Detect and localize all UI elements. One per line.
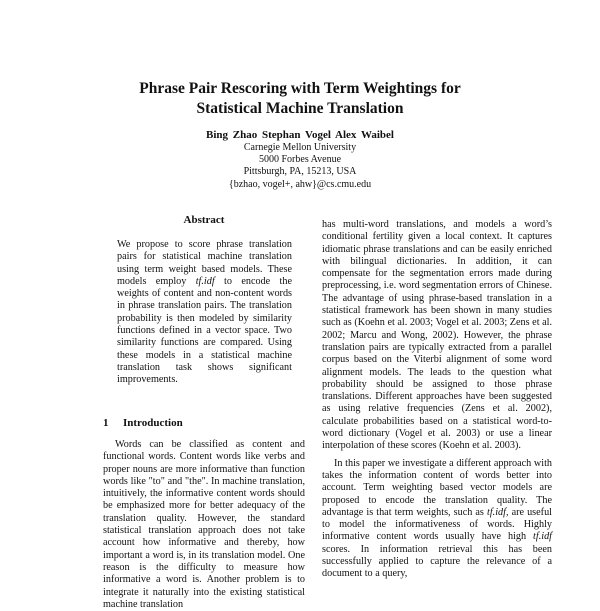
abstract-text-part-1: We propose to score phrase translation pairs for statistical machine translation using term weight based models. These models employ bbox=[117, 239, 292, 287]
paragraph-2-part-2: are useful to model the informativeness of words. Highly informative content words usually have high bbox=[322, 506, 552, 543]
section-number: 1 bbox=[103, 417, 109, 429]
abstract-text-part-2: to encode the weights of content and non-content words in phrase translation pairs. The translation probability is then modeled by similarity functions defined in a vector space. Two similarity functions are compared. Using these models in a statistical machine translation task shows significant improvements. bbox=[117, 275, 292, 386]
paragraph-2-italic-1: tf.idf, bbox=[486, 506, 509, 518]
right-column-paragraph-1: has multi-word translations, and models a word’s conditional fertility given a local context. It captures idiomatic phrase translations and can be easily enriched with bilingual dictionaries. In addition, it can compensate for the segmentation errors made during preprocessing, i.e. word segmentation errors of Chinese. The advantage of using phrase-based translation in a statistical framework has been shown in many studies such as (Koehn et al. 2003; Vogel et al. 2003; Zens et al. 2002; Marcu and Wong, 2002). However, the phrase translation pairs are typically extracted from a parallel corpus based on the Viterbi alignment of some word alignment models. The leads to the question what probability should be assigned to those phrase translations. Different approaches have been suggested as using relative frequencies (Zens et al. 2002), calculate probabilities based on a statistical word-to-word dictionary (Vogel et al. 2003) or use a linear interpolation of these scores (Koehn et al. 2003). bbox=[322, 219, 552, 452]
introduction-paragraph-1: Words can be classified as content and functional words. Content words like verbs and proper nouns are more informative than function words like "to" and "the". In machine translation, intuitively, the informative content words should be emphasized more for better adequacy of the translation quality. However, the standard statistical translation approach does not take account how informative and thereby, how important a word is, in its translation model. One reason is the difficulty to measure how informative a word is. Another problem is to integrate it naturally into the existing statistical machine translation bbox=[103, 439, 305, 610]
paragraph-2-part-3: scores. In information retrieval this has been successfully applied to capture the relevance of a document to a query, bbox=[322, 543, 552, 580]
right-column-text bbox=[322, 219, 552, 581]
section-heading-introduction bbox=[103, 417, 305, 430]
author-emails: {bzhao, vogel+, ahw}@cs.cmu.edu bbox=[228, 178, 372, 190]
abstract-text bbox=[117, 239, 292, 387]
title-line-1: Phrase Pair Rescoring with Term Weightings for bbox=[139, 80, 461, 97]
section-title: Introduction bbox=[123, 417, 183, 429]
author-list: Bing Zhao Stephan Vogel Alex Waibel bbox=[206, 129, 394, 141]
affiliation-street: 5000 Forbes Avenue bbox=[258, 154, 342, 166]
paragraph-2-part-1: In this paper we investigate a different approach with takes the information content of words better into account. Term weighting based vector models are proposed to encode the translation quality. The advantage is that term weights, such as bbox=[322, 457, 552, 518]
right-column-paragraph-2 bbox=[322, 458, 552, 581]
affiliation-block bbox=[0, 142, 600, 191]
affiliation-org: Carnegie Mellon University bbox=[243, 142, 357, 153]
introduction-text bbox=[103, 439, 305, 611]
abstract-heading: Abstract bbox=[183, 214, 225, 226]
title-line-2: Statistical Machine Translation bbox=[196, 100, 404, 117]
paper-title bbox=[0, 79, 600, 119]
affiliation-city: Pittsburgh, PA, 15213, USA bbox=[243, 166, 357, 178]
paragraph-2-italic-2: tf.idf bbox=[533, 531, 552, 543]
abstract-italic-term: tf.idf bbox=[195, 275, 215, 287]
